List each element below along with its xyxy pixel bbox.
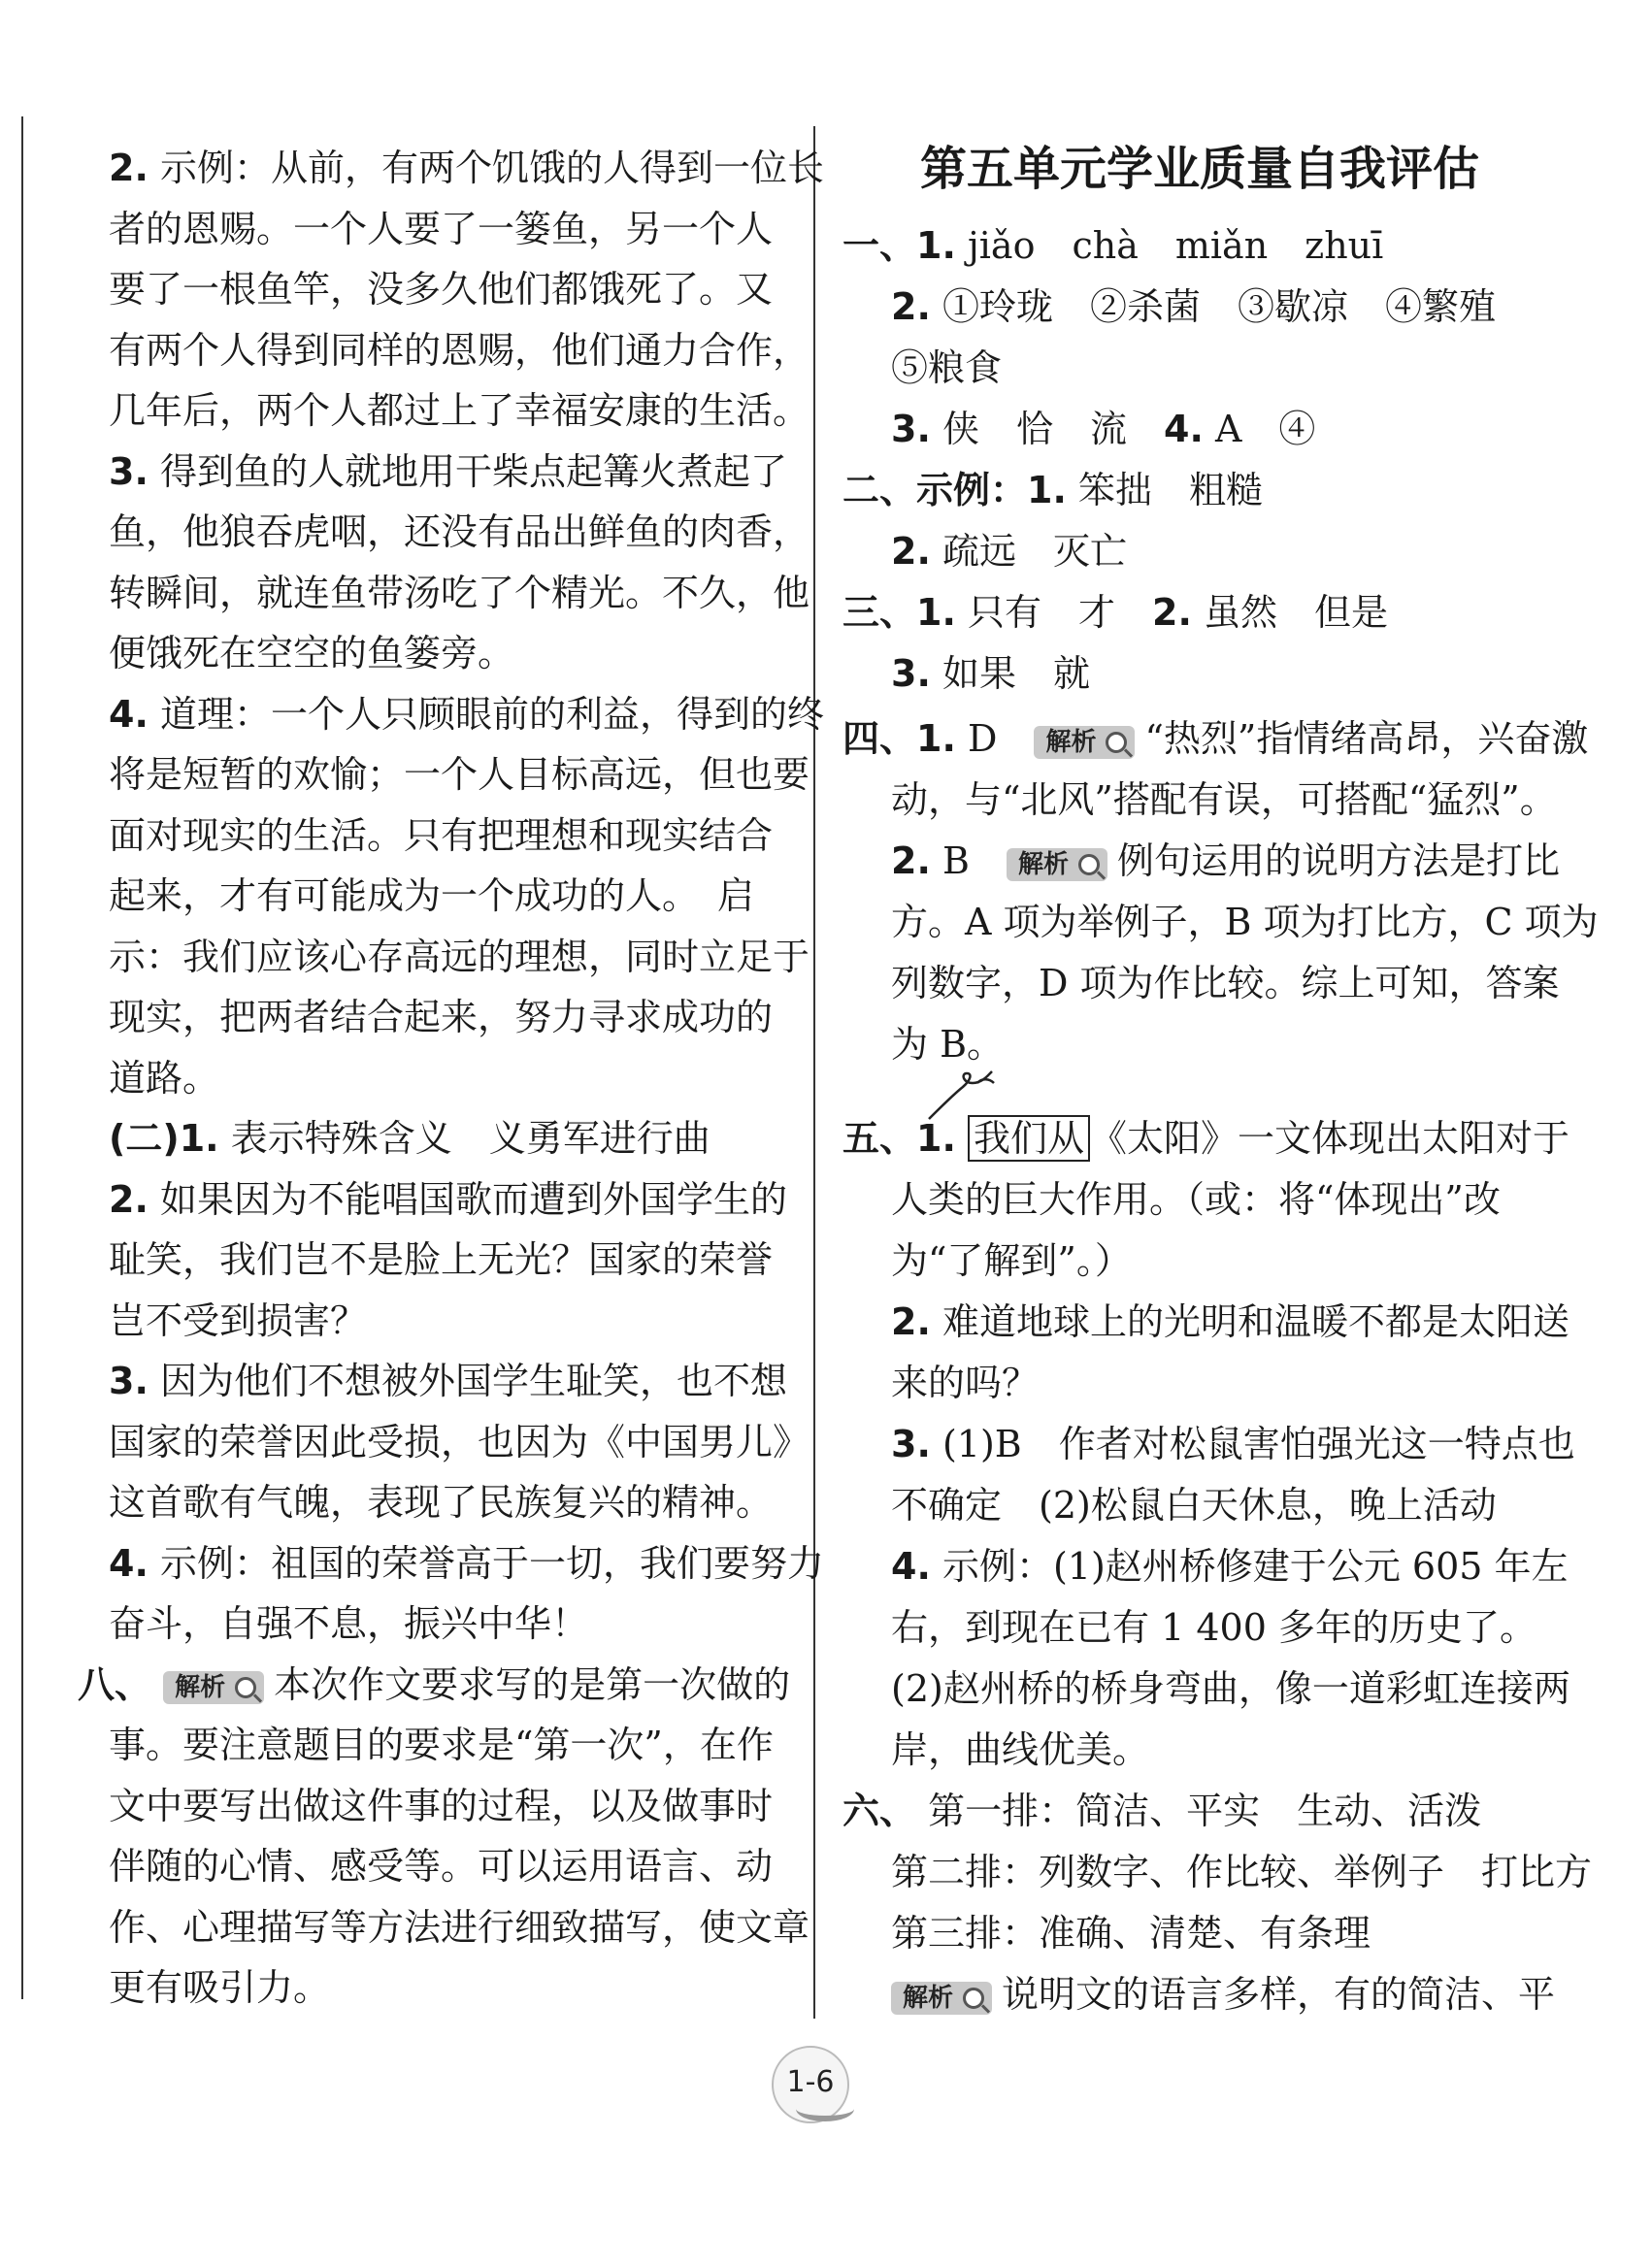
line-text: 这首歌有气魄，表现了民族复兴的精神。 — [109, 1481, 774, 1524]
line-text: 示例：(1)赵州桥修建于公元 605 年左 — [942, 1545, 1569, 1588]
line-text: 第一排：简洁、平实 生动、活泼 — [928, 1790, 1482, 1832]
section-title: 第五单元学业质量自我评估 — [920, 142, 1480, 196]
item-number: 4. — [109, 692, 149, 736]
right-column-line — [891, 1850, 1593, 1894]
left-column-line — [109, 1601, 778, 1646]
line-text: 因为他们不想被外国学生耻笑，也不想 — [159, 1360, 787, 1402]
line-text: 要了一根鱼竿，没多久他们都饿死了。又 — [109, 268, 774, 311]
item-number: 八、 — [78, 1662, 152, 1706]
left-column-line — [109, 449, 787, 494]
line-text: 得到鱼的人就地用干柴点起篝火煮起了 — [159, 449, 787, 493]
right-column-line — [891, 900, 1599, 944]
left-column-line — [109, 813, 778, 858]
right-column-line — [891, 1299, 1570, 1344]
line-text: 伴随的心情、感受等。可以运用语言、动 — [109, 1845, 774, 1888]
line-text: 将是短暂的欢愉；一个人目标高远，但也要 — [109, 753, 810, 796]
line-text: 示：我们应该心存高远的理想，同时立足于 — [109, 935, 810, 978]
left-column-line — [109, 1056, 778, 1101]
right-column-line — [891, 1666, 1570, 1711]
line-text: 侠 恰 流 — [942, 408, 1164, 450]
left-margin-rule — [21, 116, 23, 1999]
magnifier-icon — [235, 1677, 256, 1698]
analysis-badge — [891, 1982, 992, 2015]
line-text: ⑤粮食 — [891, 346, 1003, 389]
line-text: (2)赵州桥的桥身弯曲，像一道彩虹连接两 — [891, 1667, 1570, 1710]
right-column-line — [843, 223, 1570, 268]
left-column-line — [109, 207, 778, 251]
line-text: D — [967, 717, 998, 760]
line-text: 动，与“北风”搭配有误，可搭配“猛烈”。 — [891, 778, 1557, 821]
left-column-line — [109, 1541, 824, 1586]
line-text: 几年后，两个人都过上了幸福安康的生活。 — [109, 389, 810, 432]
analysis-badge-label: 解析 — [903, 1983, 954, 2013]
line-text: 道路。 — [109, 1056, 220, 1100]
line-text: 作、心理描写等方法进行细致描写，使文章 — [109, 1905, 810, 1949]
right-column-line — [891, 529, 1570, 574]
right-column-line — [891, 838, 1570, 883]
line-text: 说明文的语言多样，有的简洁、平 — [1002, 1973, 1556, 2016]
magnifier-icon — [963, 1988, 984, 2009]
line-text: 为 B。 — [891, 1023, 1005, 1066]
item-number: 三、1. — [843, 591, 956, 634]
item-number: 4. — [109, 1541, 149, 1585]
page-number-swoosh — [796, 2096, 854, 2121]
line-text: 难道地球上的光明和温暖不都是太阳送 — [942, 1300, 1569, 1343]
left-column-line — [109, 1965, 778, 2010]
line-text: 岂不受到损害？ — [109, 1298, 368, 1342]
item-number: 六、 — [843, 1790, 917, 1832]
item-number: 2. — [891, 839, 931, 882]
left-column-line — [109, 146, 824, 190]
line-text: 笨拙 粗糙 — [1077, 469, 1263, 511]
magnifier-icon — [1078, 854, 1100, 875]
right-column-line — [891, 777, 1570, 822]
line-text: 文中要写出做这件事的过程，以及做事时 — [109, 1784, 774, 1827]
line-text: 第二排：列数字、作比较、举例子 打比方 — [891, 1851, 1593, 1893]
right-column-line — [891, 1483, 1570, 1528]
line-text: 耻笑，我们岂不是脸上无光？国家的荣誉 — [109, 1238, 774, 1281]
line-text: 为“了解到”。） — [891, 1239, 1132, 1282]
line-text: 道理：一个人只顾眼前的利益，得到的终 — [159, 692, 824, 736]
line-text: 表示特殊含义 义勇军进行曲 — [230, 1117, 710, 1160]
boxed-text: 我们从 — [968, 1115, 1090, 1162]
line-text: 不确定 (2)松鼠白天休息，晚上活动 — [891, 1484, 1497, 1527]
item-number: 一、1. — [843, 224, 956, 267]
right-column-line — [891, 284, 1570, 329]
item-number: 4. — [891, 1545, 931, 1588]
left-column-line — [109, 1116, 778, 1161]
column-divider — [813, 126, 815, 2019]
item-number: 2. — [891, 285, 931, 328]
item-number: 3. — [891, 652, 931, 695]
annotation-curl-icon — [924, 1066, 1002, 1124]
analysis-badge — [1034, 726, 1135, 759]
right-column-line — [891, 345, 1570, 390]
item-number: 2. — [109, 1177, 149, 1221]
line-text: 方。A 项为举例子，B 项为打比方，C 项为 — [891, 901, 1599, 943]
line-text: 起来，才有可能成为一个成功的人。 启 — [109, 874, 755, 917]
line-text: 有两个人得到同样的恩赐，他们通力合作， — [109, 328, 810, 372]
line-text: 右，到现在已有 1 400 多年的历史了。 — [891, 1606, 1536, 1649]
left-column-line — [109, 873, 778, 918]
item-number: 四、1. — [843, 717, 956, 760]
analysis-badge — [163, 1671, 264, 1704]
left-column-line — [109, 995, 778, 1039]
item-number: 2. — [891, 530, 931, 573]
line-text: 岸，曲线优美。 — [891, 1728, 1150, 1771]
line-text: 人类的巨大作用。（或：将“体现出”改 — [891, 1178, 1501, 1221]
line-text: 转瞬间，就连鱼带汤吃了个精光。不久，他 — [109, 571, 810, 614]
line-text: 列数字，D 项为作比较。综上可知，答案 — [891, 962, 1560, 1004]
right-column-line — [891, 1911, 1570, 1956]
left-column-line — [109, 571, 810, 615]
line-text: 本次作文要求写的是第一次做的 — [274, 1662, 791, 1706]
line-text: (1)B 作者对松鼠害怕强光这一特点也 — [942, 1423, 1575, 1465]
line-text: 事。要注意题目的要求是“第一次”，在作 — [109, 1724, 774, 1766]
left-column-line — [109, 1480, 778, 1525]
left-column-line — [109, 1420, 810, 1464]
line-text: 便饿死在空空的鱼篓旁。 — [109, 632, 515, 674]
left-column-line — [109, 1844, 778, 1889]
left-column-line — [109, 752, 810, 797]
right-column-line — [891, 651, 1570, 696]
right-column-line — [843, 590, 1570, 635]
right-column-line — [891, 1972, 1570, 2017]
line-text: 鱼，他狼吞虎咽，还没有品出鲜鱼的肉香， — [109, 510, 810, 553]
line-text: ①玲珑 ②杀菌 ③歇凉 ④繁殖 — [942, 285, 1496, 328]
right-column-line — [891, 1727, 1570, 1772]
right-column-line — [891, 1422, 1575, 1466]
analysis-badge-label: 解析 — [175, 1673, 226, 1702]
left-column-line — [109, 1905, 810, 1950]
line-text: 奋斗，自强不息，振兴中华！ — [109, 1602, 589, 1645]
analysis-badge-label: 解析 — [1045, 727, 1097, 757]
item-number: 3. — [891, 408, 931, 450]
line-text: 现实，把两者结合起来，努力寻求成功的 — [109, 996, 774, 1038]
line-text: 《太阳》一文体现出太阳对于 — [1090, 1117, 1570, 1160]
right-column-line — [891, 1177, 1570, 1222]
item-number: 3. — [891, 1423, 931, 1465]
line-text: 示例：祖国的荣誉高于一切，我们要努力 — [159, 1541, 824, 1585]
line-text: 疏远 灭亡 — [942, 530, 1127, 573]
line-text: B — [942, 839, 970, 882]
left-column-line — [109, 631, 778, 675]
left-column-line — [109, 1784, 778, 1828]
line-text: 第三排：准确、清楚、有条理 — [891, 1912, 1371, 1955]
item-number: 3. — [109, 1360, 149, 1402]
item-number: 3. — [109, 449, 149, 493]
right-column-line — [891, 1605, 1570, 1650]
analysis-badge — [1007, 848, 1107, 881]
line-text: “热烈”指情绪高昂，兴奋激 — [1144, 717, 1589, 760]
right-column-line — [891, 1238, 1570, 1283]
line-text: 如果 就 — [942, 652, 1090, 695]
item-number: 2. — [891, 1300, 931, 1343]
item-number: 2. — [109, 147, 149, 189]
right-column-line — [843, 468, 1570, 512]
left-column-line — [109, 1298, 778, 1343]
page-number: 1-6 — [772, 2046, 849, 2123]
line-text: 者的恩赐。一个人要了一篓鱼，另一个人 — [109, 207, 774, 250]
right-column-line — [891, 1544, 1570, 1589]
item-number: 二、示例：1. — [843, 469, 1067, 511]
magnifier-icon — [1106, 732, 1127, 753]
line-text: 如果因为不能唱国歌而遭到外国学生的 — [159, 1177, 787, 1221]
item-number: (二)1. — [109, 1117, 219, 1160]
left-column-line — [78, 1662, 791, 1707]
line-text: 虽然 但是 — [1203, 591, 1388, 634]
left-column-line — [109, 935, 810, 979]
right-column-line — [891, 961, 1570, 1005]
left-column-line — [109, 388, 810, 433]
left-column-line — [109, 1237, 778, 1282]
left-column-line — [109, 328, 810, 373]
left-column-line — [109, 509, 810, 554]
line-text: A ④ — [1214, 408, 1316, 450]
right-column-line — [843, 716, 1589, 761]
left-column-line — [109, 1177, 787, 1222]
right-column-line — [891, 1361, 1570, 1405]
left-column-line — [109, 692, 824, 737]
line-text: 只有 才 — [967, 591, 1152, 634]
item-number: 4. — [1164, 408, 1204, 450]
line-text: 更有吸引力。 — [109, 1966, 331, 2009]
line-text: 国家的荣誉因此受损，也因为《中国男儿》 — [109, 1420, 810, 1463]
line-text: 示例：从前，有两个饥饿的人得到一位长 — [159, 147, 824, 189]
left-column-line — [109, 267, 778, 312]
item-number: 2. — [1152, 591, 1192, 634]
left-column-line — [109, 1723, 778, 1767]
item-number: 五、1. — [843, 1117, 956, 1160]
right-column-line — [891, 1022, 1570, 1067]
right-column-line — [891, 407, 1570, 451]
left-column-line — [109, 1359, 787, 1403]
right-column-line — [843, 1789, 1570, 1833]
line-text: 来的吗？ — [891, 1362, 1040, 1404]
line-text: jiǎo chà miǎn zhuī — [967, 224, 1384, 267]
line-text: 面对现实的生活。只有把理想和现实结合 — [109, 813, 774, 857]
analysis-badge-label: 解析 — [1017, 849, 1069, 879]
line-text: 例句运用的说明方法是打比 — [1116, 839, 1560, 882]
